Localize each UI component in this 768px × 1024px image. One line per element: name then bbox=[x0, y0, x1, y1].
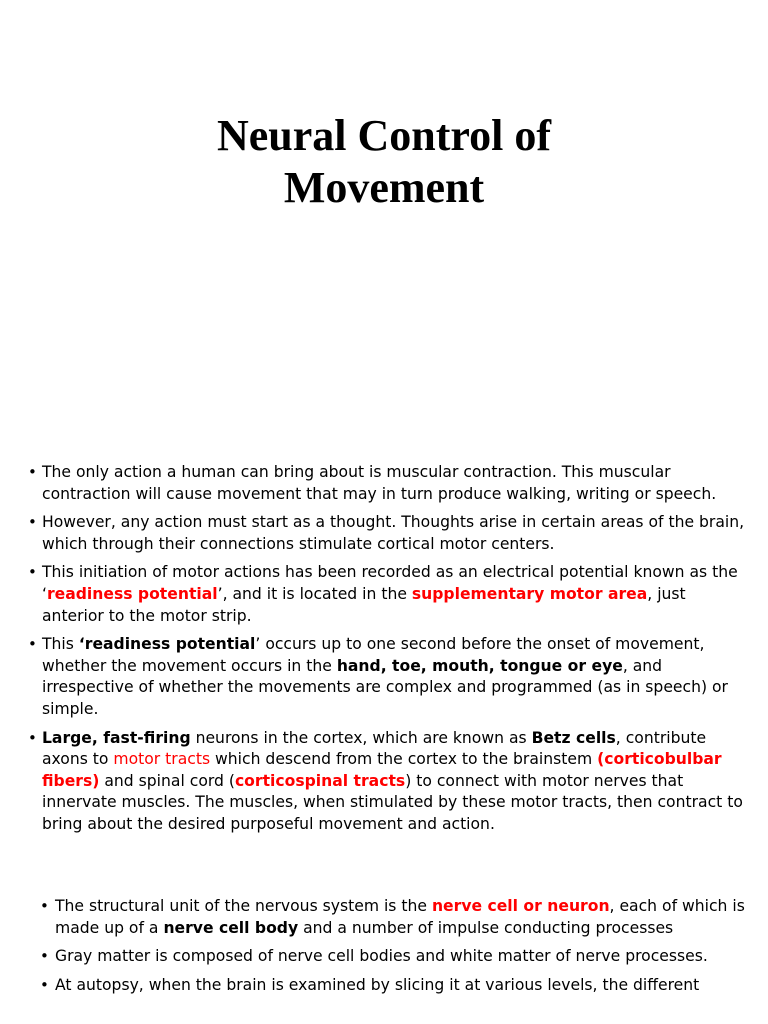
bullet-text: ) to connect with motor nerves that innervate muscles. The muscles, when stimulated by these motor tracts, then contract to bring about the desired purposeful movement and action. bbox=[42, 771, 743, 833]
bullet-text: ’ occurs up to one second before the onset of movement, whether the movement occurs in the bbox=[42, 635, 705, 675]
content-slide-nervous-system bbox=[0, 896, 768, 1003]
content-slide-motor-actions bbox=[0, 462, 768, 843]
emphasis-text: (corticobulbar fibers) bbox=[42, 750, 722, 790]
bullet-text: , and irrespective of whether the movements are complex and programmed (as in speech) or simple. bbox=[42, 656, 728, 718]
emphasis-text: Large, fast-firing bbox=[42, 728, 191, 747]
emphasis-text: supplementary motor area bbox=[411, 584, 648, 603]
emphasis-text: nerve cell body bbox=[163, 918, 299, 937]
bullet-item bbox=[0, 896, 768, 939]
bullet-dot-icon: • bbox=[28, 463, 37, 481]
bullet-text: This initiation of motor actions has been recorded as an electrical potential known as the ‘ bbox=[42, 563, 738, 603]
bullet-dot-icon: • bbox=[28, 563, 37, 582]
bullet-text: At autopsy, when the brain is examined by slicing it at various levels, the different bbox=[55, 975, 700, 994]
bullet-text: and spinal cord ( bbox=[99, 771, 235, 790]
bullet-list bbox=[0, 896, 768, 996]
bullet-item bbox=[0, 634, 768, 720]
bullet-list bbox=[0, 462, 768, 836]
bullet-item bbox=[0, 462, 768, 505]
bullet-dot-icon: • bbox=[40, 947, 49, 966]
bullet-text: This bbox=[42, 635, 79, 654]
bullet-dot-icon: • bbox=[28, 513, 37, 532]
bullet-dot-icon: • bbox=[28, 728, 37, 747]
bullet-text: ’, and it is located in the bbox=[217, 584, 412, 603]
bullet-item bbox=[0, 512, 768, 555]
emphasis-text: ‘readiness potential bbox=[78, 635, 256, 654]
bullet-item bbox=[0, 728, 768, 836]
bullet-text: neurons in the cortex, which are known as bbox=[190, 728, 532, 747]
title-slide bbox=[0, 0, 768, 432]
emphasis-text: hand, toe, mouth, tongue or eye bbox=[336, 656, 623, 675]
bullet-item bbox=[0, 946, 768, 968]
bullet-text: However, any action must start as a thought. Thoughts arise in certain areas of the brain, which through their connections stimulate cortical motor centers. bbox=[42, 513, 745, 553]
bullet-text: , just anterior to the motor strip. bbox=[42, 584, 686, 625]
emphasis-text: Betz cells bbox=[531, 728, 616, 747]
slide-title bbox=[0, 110, 768, 214]
bullet-item bbox=[0, 562, 768, 627]
emphasis-text: corticospinal tracts bbox=[234, 771, 406, 790]
bullet-text: and a number of impulse conducting processes bbox=[298, 918, 674, 937]
title-line-2: Movement bbox=[283, 163, 485, 212]
title-line-1: Neural Control of bbox=[216, 111, 552, 160]
emphasis-text: nerve cell or neuron bbox=[431, 897, 610, 915]
bullet-text: , contribute axons to bbox=[42, 728, 707, 769]
bullet-text: The only action a human can bring about is muscular contraction. This muscular contraction will cause movement that may in turn produce walking, writing or speech. bbox=[42, 463, 717, 503]
bullet-text: , each of which is made up of a bbox=[55, 897, 745, 937]
bullet-dot-icon: • bbox=[40, 897, 49, 915]
bullet-text: Gray matter is composed of nerve cell bodies and white matter of nerve processes. bbox=[55, 947, 708, 966]
bullet-text: The structural unit of the nervous system is the bbox=[55, 897, 432, 915]
emphasis-text: motor tracts bbox=[113, 750, 211, 769]
emphasis-text: readiness potential bbox=[46, 584, 218, 603]
bullet-dot-icon: • bbox=[40, 975, 49, 994]
bullet-text: which descend from the cortex to the brainstem bbox=[210, 750, 598, 769]
bullet-item bbox=[0, 975, 768, 997]
bullet-dot-icon: • bbox=[28, 635, 37, 654]
